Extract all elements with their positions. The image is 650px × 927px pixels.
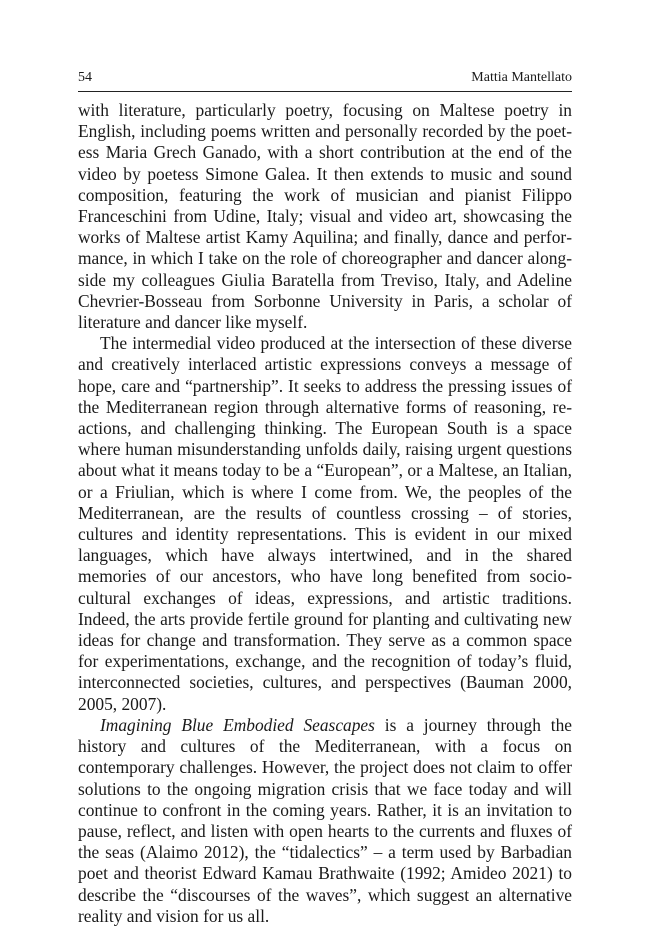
header-rule	[78, 91, 572, 92]
running-head-author: Mattia Mantellato	[471, 70, 572, 85]
body-text	[78, 100, 572, 927]
paragraph-3	[78, 715, 572, 927]
work-title: Imagining Blue Embodied Seascapes	[100, 714, 375, 735]
paragraph-2: The intermedial video produced at the intersection of these diverse and creatively interlaced artistic expressions conveys a message of hope, care and “partnership”. It seeks to address the pressing issues of the Mediterranean region through alternative forms of reasoning, reactions, and challenging thinking. The European South is a space where human misunderstanding unfolds daily, raising urgent questions about what it means today to be a “European”, or a Maltese, an Italian, or a Friulian, which is where I come from. We, the peoples of the Mediterranean, are the results of countless crossing – of stories, cultures and identity representations. This is evident in our mixed languages, which have always intertwined, and in the shared memories of our ancestors, who have long benefited from socio-cultural exchanges of ideas, expressions, and artistic traditions. Indeed, the arts provide fertile ground for planting and cultivating new ideas for change and transformation. They serve as a common space for experimentations, exchange, and the recognition of today’s fluid, interconnected societies, cultures, and perspectives (Bauman 2000, 2005, 2007).	[78, 333, 572, 714]
paragraph-1: with literature, particularly poetry, focusing on Maltese poetry in English, including poems written and personally recorded by the poetess Maria Grech Ganado, with a short contribution at the end of the video by poetess Simone Galea. It then extends to music and sound composition, featuring the work of musician and pianist Filippo Franceschini from Udine, Italy; visual and video art, showcasing the works of Maltese artist Kamy Aquilina; and finally, dance and performance, in which I take on the role of choreographer and dancer alongside my colleagues Giulia Baratella from Treviso, Italy, and Adeline Chevrier-Bosseau from Sorbonne University in Paris, a scholar of literature and dancer like myself.	[78, 100, 572, 333]
running-head	[78, 68, 572, 88]
page-number: 54	[78, 70, 92, 85]
paragraph-3-text: is a journey through the history and cultures of the Mediterranean, with a focus on contemporary challenges. However, the project does not claim to offer solutions to the ongoing migration crisis that we face today and will continue to confront in the coming years. Rather, it is an invitation to pause, reflect, and listen with open hearts to the currents and fluxes of the seas (Alaimo 2012), the “tidalectics” – a term used by Barbadian poet and theorist Edward Kamau Brathwaite (1992; Amideo 2021) to describe the “discourses of the waves”, which suggest an alternative reality and vision for us all.	[78, 714, 572, 926]
